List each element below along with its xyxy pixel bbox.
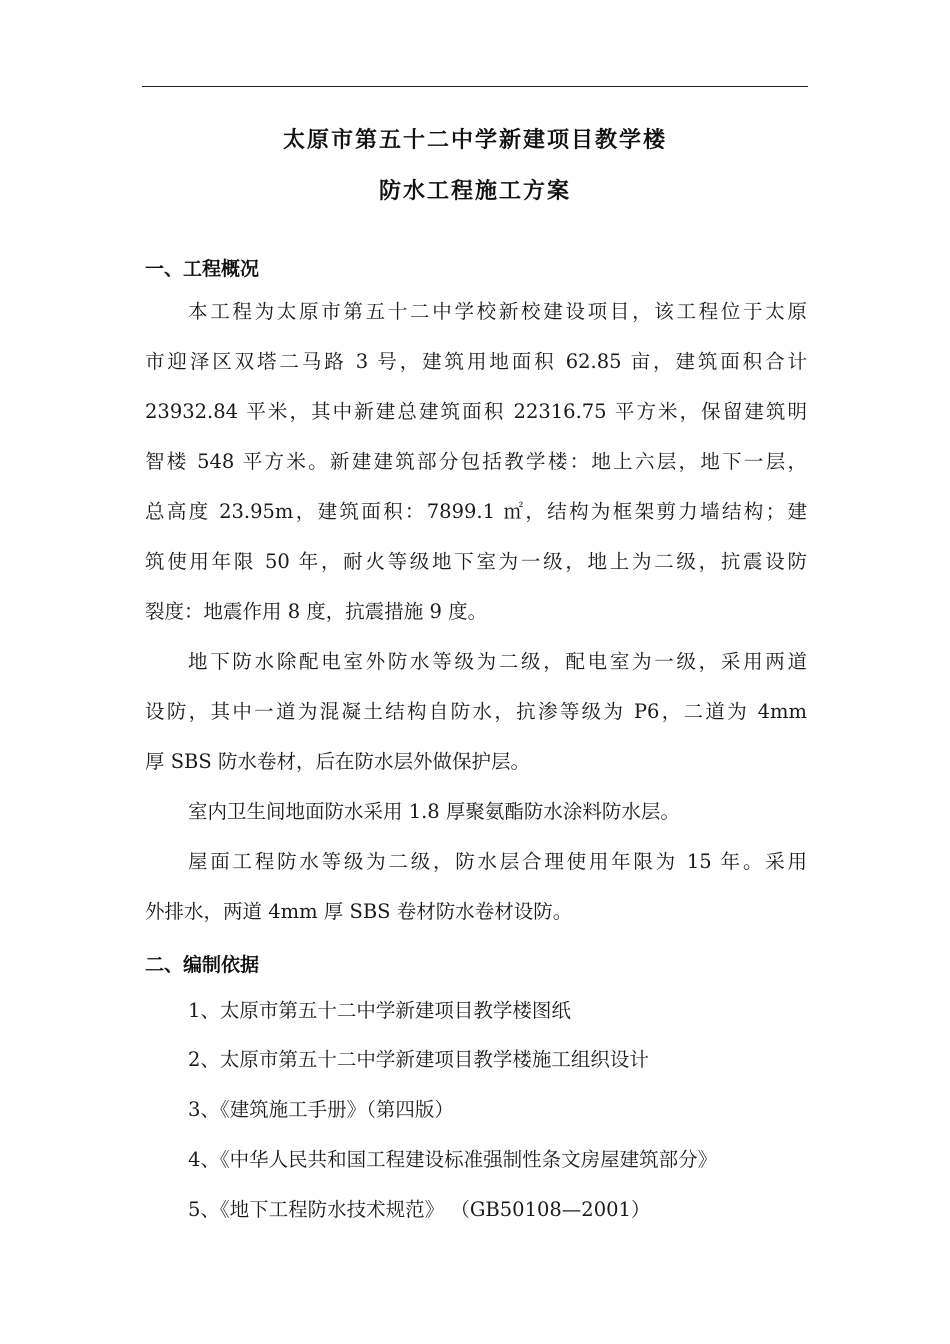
reference-item: 3、《建筑施工手册》（第四版）: [188, 1098, 454, 1121]
paragraph-line: 筑使用年限 50 年，耐火等级地下室为一级，地上为二级，抗震设防: [145, 550, 807, 573]
header-rule: [142, 86, 808, 87]
reference-item: 5、《地下工程防水技术规范》 （GB50108—2001）: [188, 1198, 651, 1221]
reference-item: 4、《中华人民共和国工程建设标准强制性条文房屋建筑部分》: [188, 1148, 718, 1171]
paragraph-line: 设防，其中一道为混凝土结构自防水，抗渗等级为 P6，二道为 4mm: [145, 700, 807, 723]
paragraph-line: 市迎泽区双塔二马路 3 号，建筑用地面积 62.85 亩，建筑面积合计: [145, 350, 807, 373]
reference-item: 1、太原市第五十二中学新建项目教学楼图纸: [188, 999, 571, 1022]
paragraph-line: 厚 SBS 防水卷材，后在防水层外做保护层。: [145, 750, 530, 773]
reference-item: 2、太原市第五十二中学新建项目教学楼施工组织设计: [188, 1048, 649, 1071]
paragraph-line: 总高度 23.95m，建筑面积：7899.1 ㎡，结构为框架剪力墙结构；建: [145, 500, 807, 523]
paragraph-line: 地下防水除配电室外防水等级为二级，配电室为一级，采用两道: [188, 650, 807, 673]
paragraph-line: 本工程为太原市第五十二中学校新校建设项目，该工程位于太原: [188, 300, 807, 323]
paragraph-line: 室内卫生间地面防水采用 1.8 厚聚氨酯防水涂料防水层。: [188, 800, 680, 823]
section-heading-basis: 二、编制依据: [145, 954, 260, 976]
document-title-line1: 太原市第五十二中学新建项目教学楼: [282, 128, 667, 153]
paragraph-line: 23932.84 平米，其中新建总建筑面积 22316.75 平方米，保留建筑明: [145, 400, 807, 423]
paragraph-line: 裂度：地震作用 8 度，抗震措施 9 度。: [145, 600, 488, 623]
paragraph-line: 智楼 548 平方米。新建建筑部分包括教学楼：地上六层，地下一层，: [145, 450, 807, 473]
paragraph-line: 屋面工程防水等级为二级，防水层合理使用年限为 15 年。采用: [188, 850, 807, 873]
document-title-line2: 防水工程施工方案: [378, 179, 571, 204]
section-heading-overview: 一、工程概况: [145, 258, 260, 280]
paragraph-line: 外排水，两道 4mm 厚 SBS 卷材防水卷材设防。: [145, 900, 573, 923]
